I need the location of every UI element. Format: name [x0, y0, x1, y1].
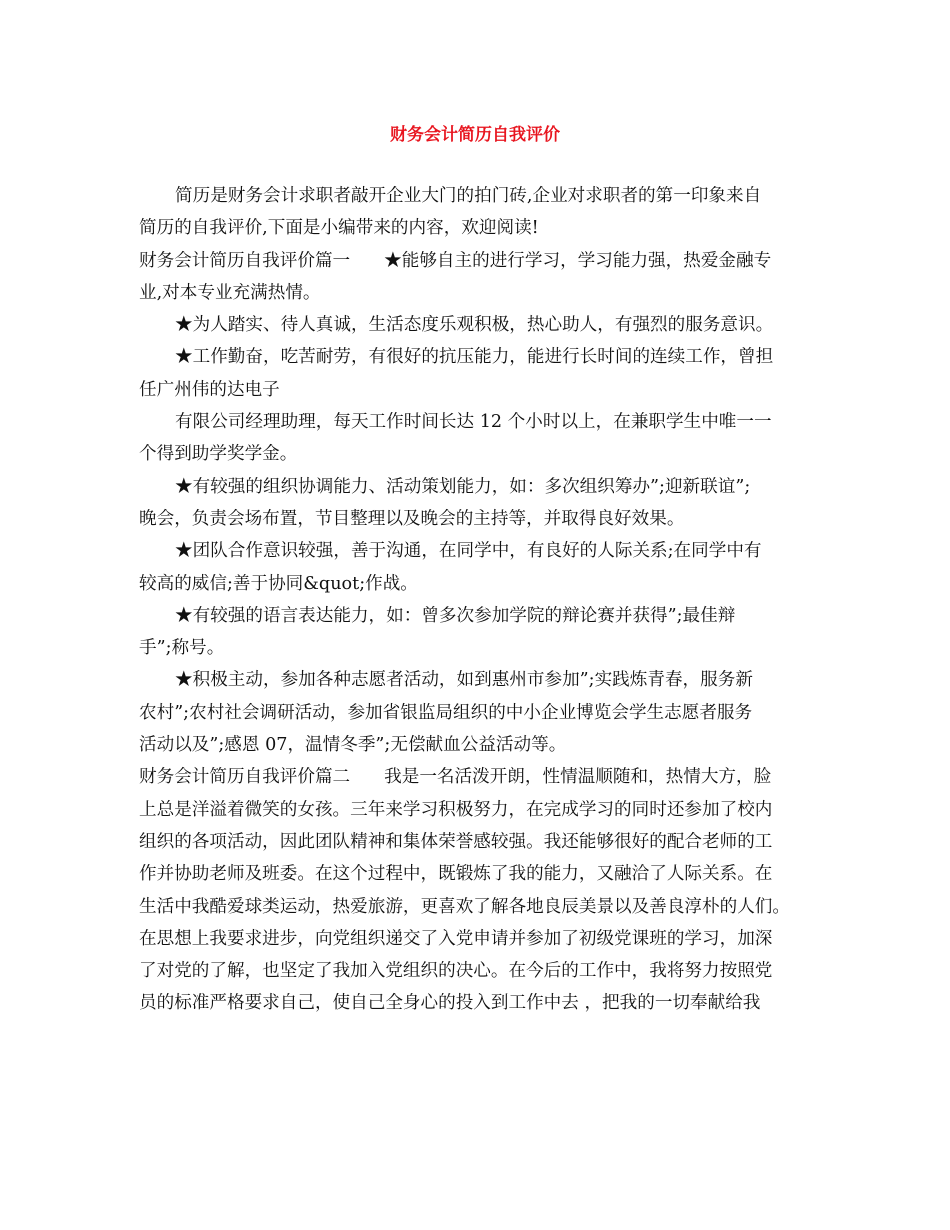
section-1-line-15: 农村”;农村社会调研活动，参加省银监局组织的中小企业博览会学生志愿者服务	[139, 702, 753, 723]
section-1-line-6: 有限公司经理助理，每天工作时间长达 12 个小时以上，在兼职学生中唯一一	[175, 412, 772, 433]
section-1-line-9: 晚会，负责会场布置，节目整理以及晚会的主持等，并取得良好效果。	[139, 508, 685, 529]
section-1-line-14: ★积极主动，参加各种志愿者活动，如到惠州市参加”;实践炼青春，服务新	[175, 670, 753, 691]
document-body	[139, 180, 819, 1020]
section-2-line-5: 生活中我酷爱球类运动，热爱旅游，更喜欢了解各地良辰美景以及善良淳朴的人们。	[139, 896, 790, 917]
section-2-line-8: 员的标准严格要求自己，使自己全身心的投入到工作中去 ，把我的一切奉献给我	[139, 993, 761, 1014]
section-1-line-1: ★能够自主的进行学习，学习能力强，热爱金融专	[384, 250, 772, 271]
section-1-line-3: ★为人踏实、待人真诚，生活态度乐观积极，热心助人，有强烈的服务意识。	[175, 315, 774, 336]
section-2-line-7: 了对党的了解，也坚定了我加入党组织的决心。在今后的工作中，我将努力按照党	[139, 961, 773, 982]
section-heading-2: 财务会计简历自我评价篇二	[139, 767, 351, 788]
section-1-line-13: 手”;称号。	[139, 638, 225, 659]
section-2-line-1: 我是一名活泼开朗，性情温顺随和，热情大方，脸	[384, 767, 772, 788]
section-1-line-7: 个得到助学奖学金。	[139, 444, 298, 465]
intro-line-2: 简历的自我评价,下面是小编带来的内容，欢迎阅读!	[139, 218, 539, 239]
section-1-line-5: 任广州伟的达电子	[139, 379, 280, 400]
section-heading-1: 财务会计简历自我评价篇一	[139, 250, 351, 271]
intro-line-1: 简历是财务会计求职者敲开企业大门的拍门砖,企业对求职者的第一印象来自	[175, 186, 762, 206]
section-1-line-12: ★有较强的语言表达能力，如：曾多次参加学院的辩论赛并获得”;最佳辩	[175, 605, 736, 626]
section-1-line-2: 业,对本专业充满热情。	[139, 282, 321, 303]
section-1-line-10: ★团队合作意识较强，善于沟通，在同学中，有良好的人际关系;在同学中有	[175, 541, 762, 562]
section-2-line-6: 在思想上我要求进步，向党组织递交了入党申请并参加了初级党课班的学习，加深	[139, 928, 773, 949]
section-2-heading-line	[139, 761, 819, 793]
section-1-line-8: ★有较强的组织协调能力、活动策划能力，如：多次组织筹办”;迎新联谊”;	[175, 476, 751, 497]
section-2-line-3: 组织的各项活动，因此团队精神和集体荣誉感较强。我还能够很好的配合老师的工	[139, 831, 773, 852]
section-1-heading-line	[139, 245, 819, 277]
section-2-line-4: 作并协助老师及班委。在这个过程中，既锻炼了我的能力，又融洽了人际关系。在	[139, 864, 773, 885]
section-1-line-16: 活动以及”;感恩 07，温情冬季”;无偿献血公益活动等。	[139, 735, 567, 756]
section-2-line-2: 上总是洋溢着微笑的女孩。三年来学习积极努力，在完成学习的同时还参加了校内	[139, 799, 773, 820]
document-title: 财务会计简历自我评价	[390, 125, 560, 145]
section-1-line-11: 较高的威信;善于协同&quot;作战。	[139, 573, 418, 594]
section-1-line-4: ★工作勤奋，吃苦耐劳，有很好的抗压能力，能进行长时间的连续工作，曾担	[175, 347, 774, 368]
